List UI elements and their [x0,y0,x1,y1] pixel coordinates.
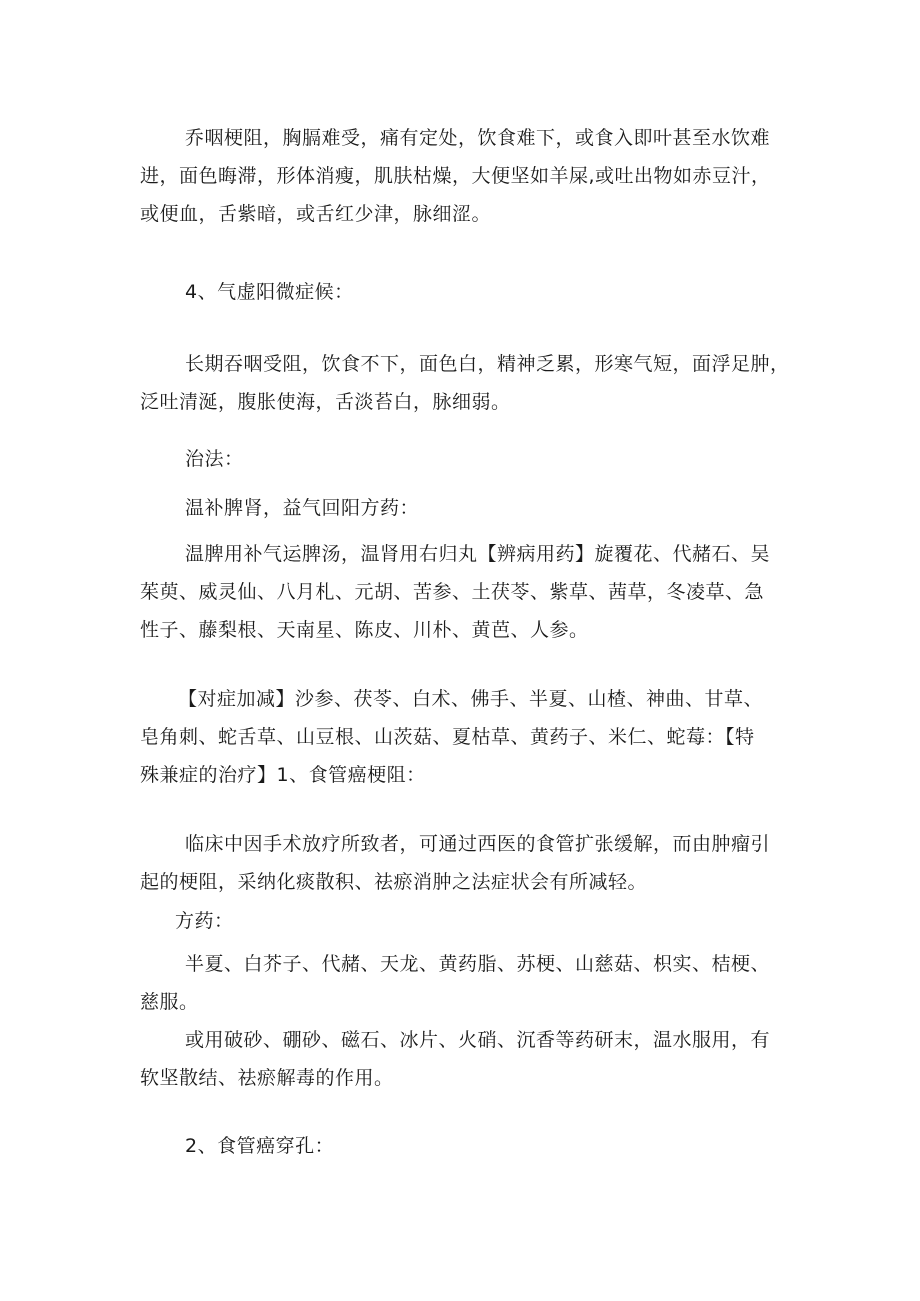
text-line: 临床中因手术放疗所致者，可通过西医的食管扩张缓解，而由肿瘤引 [185,833,771,855]
text-line: 茱萸、威灵仙、八月札、元胡、苦参、土茯苓、紫草、茜草，冬凌草、急 [140,581,765,603]
text-line: 温脾用补气运脾汤，温肾用右归丸【辨病用药】旋覆花、代赭石、吴 [185,543,771,565]
paragraph-symptoms-4 [140,345,790,421]
paragraph-modification [140,680,763,794]
paragraph-formula-list [140,945,770,1021]
paragraph-symptoms-3 [140,119,771,233]
text-line: 或便血，舌紫暗，或舌红少津，脉细涩。 [140,203,492,225]
text-line: 半夏、白芥子、代赭、天龙、黄药脂、苏梗、山慈菇、枳实、桔梗、 [185,953,771,975]
text-line: 皂角刺、蛇舌草、山豆根、山茨菇、夏枯草、黄药子、米仁、蛇莓：【特 [140,726,755,748]
text-line: 或用破砂、硼砂、磁石、冰片、火硝、沉香等药研末，温水服用，有 [185,1029,771,1051]
text-line: 殊兼症的治疗】1、食管癌梗阻： [140,764,426,786]
heading-perforation [185,1127,334,1165]
text-line: 泛吐清涎，腹胀使海，舌淡苔白，脉细弱。 [140,391,511,413]
text-line: 性子、藤梨根、天南星、陈皮、川朴、黄芭、人参。 [140,619,589,641]
paragraph-prescription [140,535,770,649]
paragraph-obstruction-note [140,825,770,901]
text-line: 2、食管癌穿孔： [185,1135,335,1157]
text-line: 长期吞咽受阻，饮食不下，面色白，精神乏累，形寒气短，面浮足肿， [185,353,790,375]
treatment-method [185,489,419,527]
text-line: 软坚散结、祛瘀解毒的作用。 [140,1067,394,1089]
text-line: 进，面色晦滞，形体消瘦，肌肤枯燥，大便坚如羊屎,或吐出物如赤豆汁， [140,165,771,187]
formula-label [175,902,234,940]
paragraph-alternative [140,1021,770,1097]
text-line: 4、气虚阳微症候： [185,281,354,303]
treatment-label [185,440,244,478]
text-line: 慈服。 [140,991,199,1013]
text-line: 方药： [175,910,234,932]
text-line: 乔咽梗阻，胸膈难受，痛有定处，饮食难下，或食入即叶甚至水饮难 [185,127,771,149]
text-line: 起的梗阻，采纳化痰散积、祛瘀消肿之法症状会有所减轻。 [140,871,648,893]
heading-symptom-4 [185,273,354,311]
text-line: 【对症加减】沙参、茯苓、白术、佛手、半夏、山楂、神曲、甘草、 [178,688,764,710]
text-line: 治法： [185,448,244,470]
text-line: 温补脾肾，益气回阳方药： [185,497,420,519]
